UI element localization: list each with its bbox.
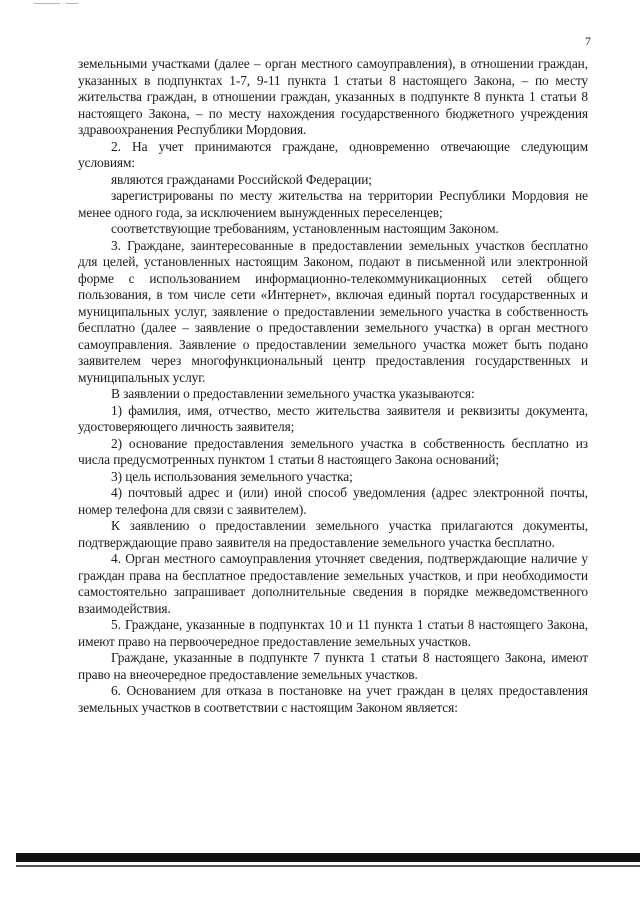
page-footer-rule <box>16 865 640 867</box>
page-number: 7 <box>585 34 591 48</box>
paragraph: зарегистрированы по месту жительства на территории Республики Мордовия не менее одного года, за исключением вынужденных переселенцев; <box>78 188 588 220</box>
document-body <box>78 56 588 716</box>
scan-edge-mark <box>34 3 60 4</box>
paragraph: 2) основание предоставления земельного участка в собственность бесплатно из числа предусмотренных пунктом 1 статьи 8 настоящего Закона оснований; <box>78 435 588 467</box>
paragraph: Граждане, указанные в подпункте 7 пункта 1 статьи 8 настоящего Закона, имеют право на внеочередное предоставление земельных участков. <box>78 650 588 682</box>
scan-edge-mark <box>66 3 78 4</box>
paragraph: 6. Основанием для отказа в постановке на учет граждан в целях предоставления земельных участков в соответствии с настоящим Законом является: <box>78 683 588 715</box>
paragraph: 4) почтовый адрес и (или) иной способ уведомления (адрес электронной почты, номер телефона для связи с заявителем). <box>78 485 588 517</box>
paragraph: земельными участками (далее – орган местного самоуправления), в отношении граждан, указанных в подпунктах 1-7, 9-11 пункта 1 статьи 8 настоящего Закона, – по месту жительства граждан, в отношении граждан, указанных в подпункте 8 пункта 1 статьи 8 настоящего Закона, – по месту нахождения государственного бюджетного учреждения здравоохранения Республики Мордовия. <box>78 56 588 137</box>
paragraph: 4. Орган местного самоуправления уточняет сведения, подтверждающие наличие у граждан права на бесплатное предоставление земельных участков, и при необходимости самостоятельно запрашивает дополнительные сведения в порядке межведомственного взаимодействия. <box>78 551 588 616</box>
paragraph: являются гражданами Российской Федерации; <box>111 171 372 187</box>
paragraph: К заявлению о предоставлении земельного участка прилагаются документы, подтверждающие право заявителя на предоставление земельного участка бесплатно. <box>78 518 588 550</box>
page-footer-bar <box>16 853 640 862</box>
paragraph: 2. На учет принимаются граждане, одновременно отвечающие следующим условиям: <box>78 138 588 170</box>
paragraph: В заявлении о предоставлении земельного участка указываются: <box>111 386 475 401</box>
paragraph: 5. Граждане, указанные в подпунктах 10 и 11 пункта 1 статьи 8 настоящего Закона, имеют право на первоочередное предоставление земельных участков. <box>78 617 588 649</box>
paragraph: 1) фамилия, имя, отчество, место жительства заявителя и реквизиты документа, удостоверяющего личность заявителя; <box>78 402 588 434</box>
paragraph: 3. Граждане, заинтересованные в предоставлении земельных участков бесплатно для целей, установленных настоящим Законом, подают в письменной или электронной форме с использованием информационно-телекоммуникационных сетей общего пользования, в том числе сети «Интернет», включая единый портал государственных и муниципальных услуг, заявление о предоставлении земельного участка в собственность бесплатно (далее – заявление о предоставлении земельного участка) в орган местного самоуправления. Заявление о предоставлении земельного участка может быть подано заявителем через многофункциональный центр предоставления государственных и муниципальных услуг. <box>78 237 588 385</box>
paragraph: соответствующие требованиям, установленным настоящим Законом. <box>111 221 499 236</box>
paragraph: 3) цель использования земельного участка; <box>111 468 353 484</box>
